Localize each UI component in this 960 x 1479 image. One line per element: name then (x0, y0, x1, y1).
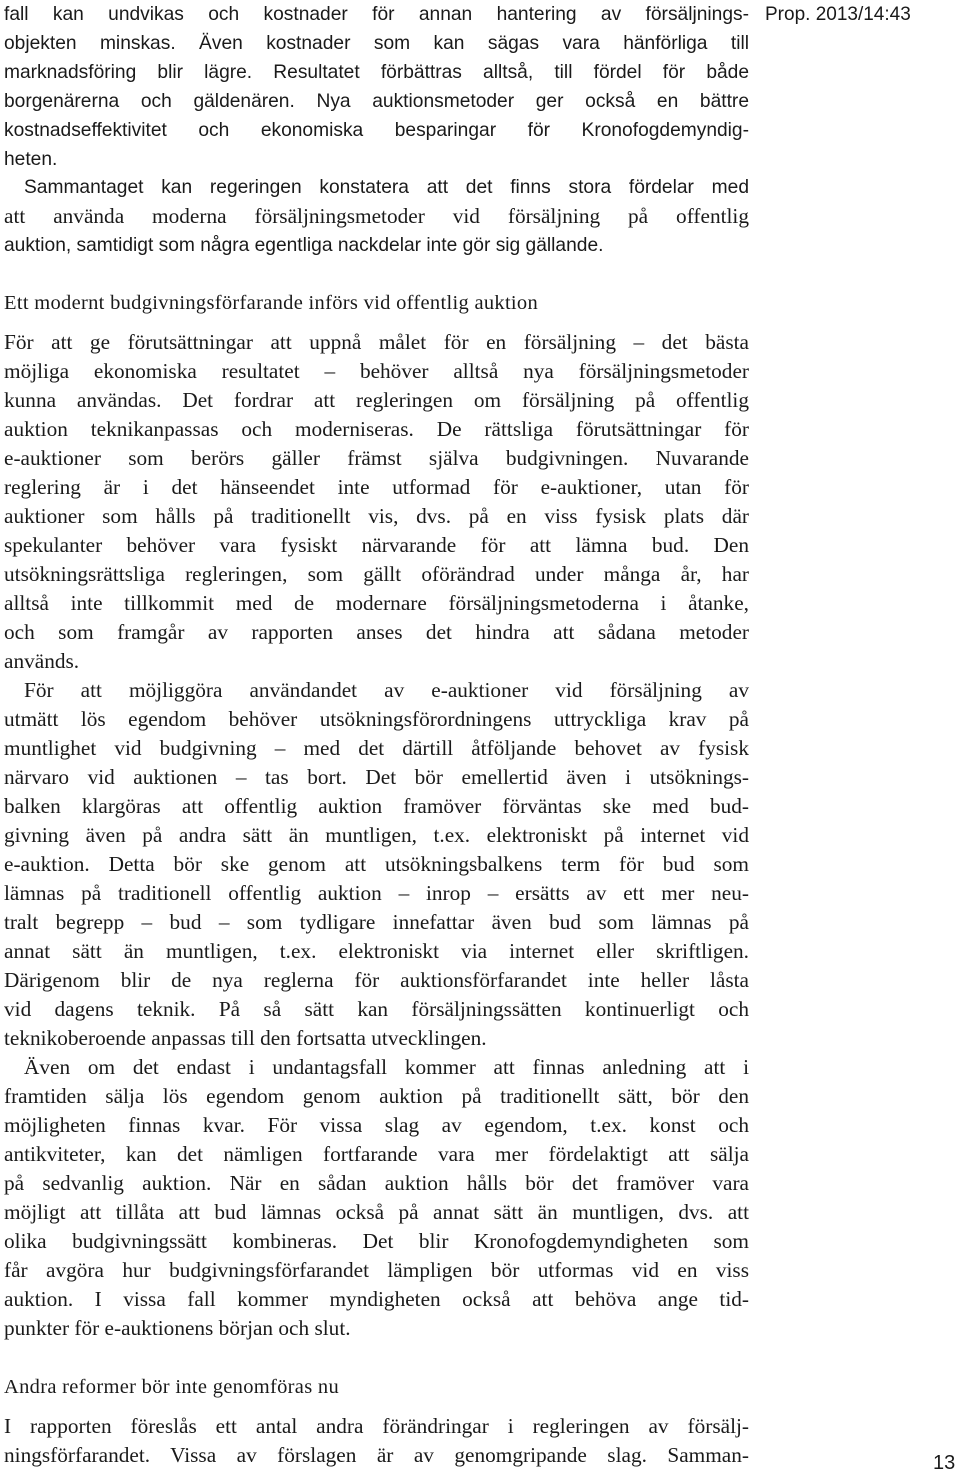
text-line: teknikoberoende anpassas till den fortsatta utvecklingen. (4, 1026, 487, 1050)
text-line: antikviteter, kan det nämligen fortfarande vara mer fördelaktigt att sälja (4, 1142, 749, 1166)
text-line: auktioner som hålls på traditionellt vis, dvs. på en viss fysisk plats där (4, 504, 749, 528)
text-line: Därigenom blir de nya reglerna för auktionsförfarandet inte heller låsta (4, 968, 749, 992)
text-line: balken klargöras att offentlig auktion framöver förväntas ske med bud- (4, 794, 749, 818)
text-line: e-auktion. Detta bör ske genom att utsökningsbalkens term för bud som (4, 852, 749, 876)
summary-paragraph (4, 173, 749, 260)
text-line: att använda moderna försäljningsmetoder vid försäljning på offentlig (4, 204, 749, 228)
text-line: annat sätt än muntligen, t.ex. elektroniskt via internet eller skriftligen. (4, 939, 749, 963)
text-line: fall kan undvikas och kostnader för annan hantering av försäljnings- (4, 4, 749, 25)
text-line: punkter för e-auktionens början och slut. (4, 1316, 351, 1340)
text-line: För att ge förutsättningar att uppnå målet för en försäljning – det bästa (4, 330, 749, 354)
text-line: reglering är i det hänseendet inte utformad för e-auktioner, utan för (4, 475, 749, 499)
text-line: får avgöra hur budgivningsförfarandet lämpligen bör utformas vid en viss (4, 1258, 749, 1282)
text-line: och som framgår av rapporten anses det hindra att sådana metoder (4, 620, 749, 644)
text-line: objekten minskas. Även kostnader som kan sägas vara hänförliga till (4, 33, 749, 54)
text-line: kunna användas. Det fordrar att regleringen om försäljning på offentlig (4, 388, 749, 412)
text-line: givning även på andra sätt än muntligen, t.ex. elektroniskt på internet vid (4, 823, 749, 847)
intro-paragraph (4, 0, 749, 174)
section1-paragraph-3 (4, 1053, 749, 1343)
text-line: möjligt att tillåta att bud lämnas också på annat sätt än muntligen, dvs. att (4, 1200, 749, 1224)
section-heading: Andra reformer bör inte genomföras nu (4, 1376, 339, 1398)
section1-paragraph-1 (4, 328, 749, 676)
page-number: 13 (933, 1452, 956, 1474)
text-line: alltså inte tillkommit med de modernare försäljningsmetoderna i åtanke, (4, 591, 749, 615)
section2-paragraph-1 (4, 1412, 749, 1470)
text-line: vid dagens teknik. På så sätt kan försäljningssätten kontinuerligt och (4, 997, 749, 1021)
text-line: kostnadseffektivitet och ekonomiska besparingar för Kronofogdemyndig- (4, 120, 749, 141)
proposition-reference: Prop. 2013/14:43 (765, 4, 911, 25)
text-line: e-auktioner som berörs gäller främst själva budgivningen. Nuvarande (4, 446, 749, 470)
text-line: borgenärerna och gäldenären. Nya auktionsmetoder ger också en bättre (4, 91, 749, 112)
text-line: framtiden sälja lös egendom genom auktion på traditionellt sätt, bör den (4, 1084, 749, 1108)
text-line: I rapporten föreslås ett antal andra förändringar i regleringen av försälj- (4, 1414, 749, 1438)
text-line: på sedvanlig auktion. När en sådan auktion hålls bör det framöver vara (4, 1171, 749, 1195)
text-line: Även om det endast i undantagsfall kommer att finnas anledning att i (24, 1055, 749, 1079)
text-line: möjliga ekonomiska resultatet – behöver alltså nya försäljningsmetoder (4, 359, 749, 383)
text-line: tralt begrepp – bud – som tydligare innefattar även bud som lämnas på (4, 910, 749, 934)
text-line: lämnas på traditionell offentlig auktion – inrop – ersätts av ett mer neu- (4, 881, 749, 905)
text-line: används. (4, 649, 80, 673)
text-line: spekulanter behöver vara fysiskt närvarande för att lämna bud. Den (4, 533, 749, 557)
text-line: möjligheten finnas kvar. För vissa slag av egendom, t.ex. konst och (4, 1113, 749, 1137)
text-line: närvaro vid auktionen – tas bort. Det bör emellertid även i utsöknings- (4, 765, 749, 789)
text-line: För att möjliggöra användandet av e-auktioner vid försäljning av (24, 678, 749, 702)
text-line: muntlighet vid budgivning – med det därtill åtföljande behovet av fysisk (4, 736, 749, 760)
text-line: Sammantaget kan regeringen konstatera att det finns stora fördelar med (24, 177, 749, 198)
text-line: olika budgivningssätt kombineras. Det blir Kronofogdemyndigheten som (4, 1229, 749, 1253)
text-line: marknadsföring blir lägre. Resultatet förbättras alltså, till fördel för både (4, 62, 749, 83)
text-line: utsökningsrättsliga regleringen, som gällt oförändrad under många år, har (4, 562, 749, 586)
text-line: auktion teknikanpassas och moderniseras. De rättsliga förutsättningar för (4, 417, 749, 441)
section1-paragraph-2 (4, 676, 749, 1053)
text-line: ningsförfarandet. Vissa av förslagen är av genomgripande slag. Samman- (4, 1443, 749, 1467)
text-line: heten. (4, 149, 58, 170)
text-line: auktion. I vissa fall kommer myndigheten också att behöva ange tid- (4, 1287, 749, 1311)
text-line: auktion, samtidigt som några egentliga nackdelar inte gör sig gällande. (4, 235, 604, 256)
section-heading: Ett modernt budgivningsförfarande införs vid offentlig auktion (4, 292, 539, 314)
text-line: utmätt lös egendom behöver utsökningsförordningens uttryckliga krav på (4, 707, 749, 731)
